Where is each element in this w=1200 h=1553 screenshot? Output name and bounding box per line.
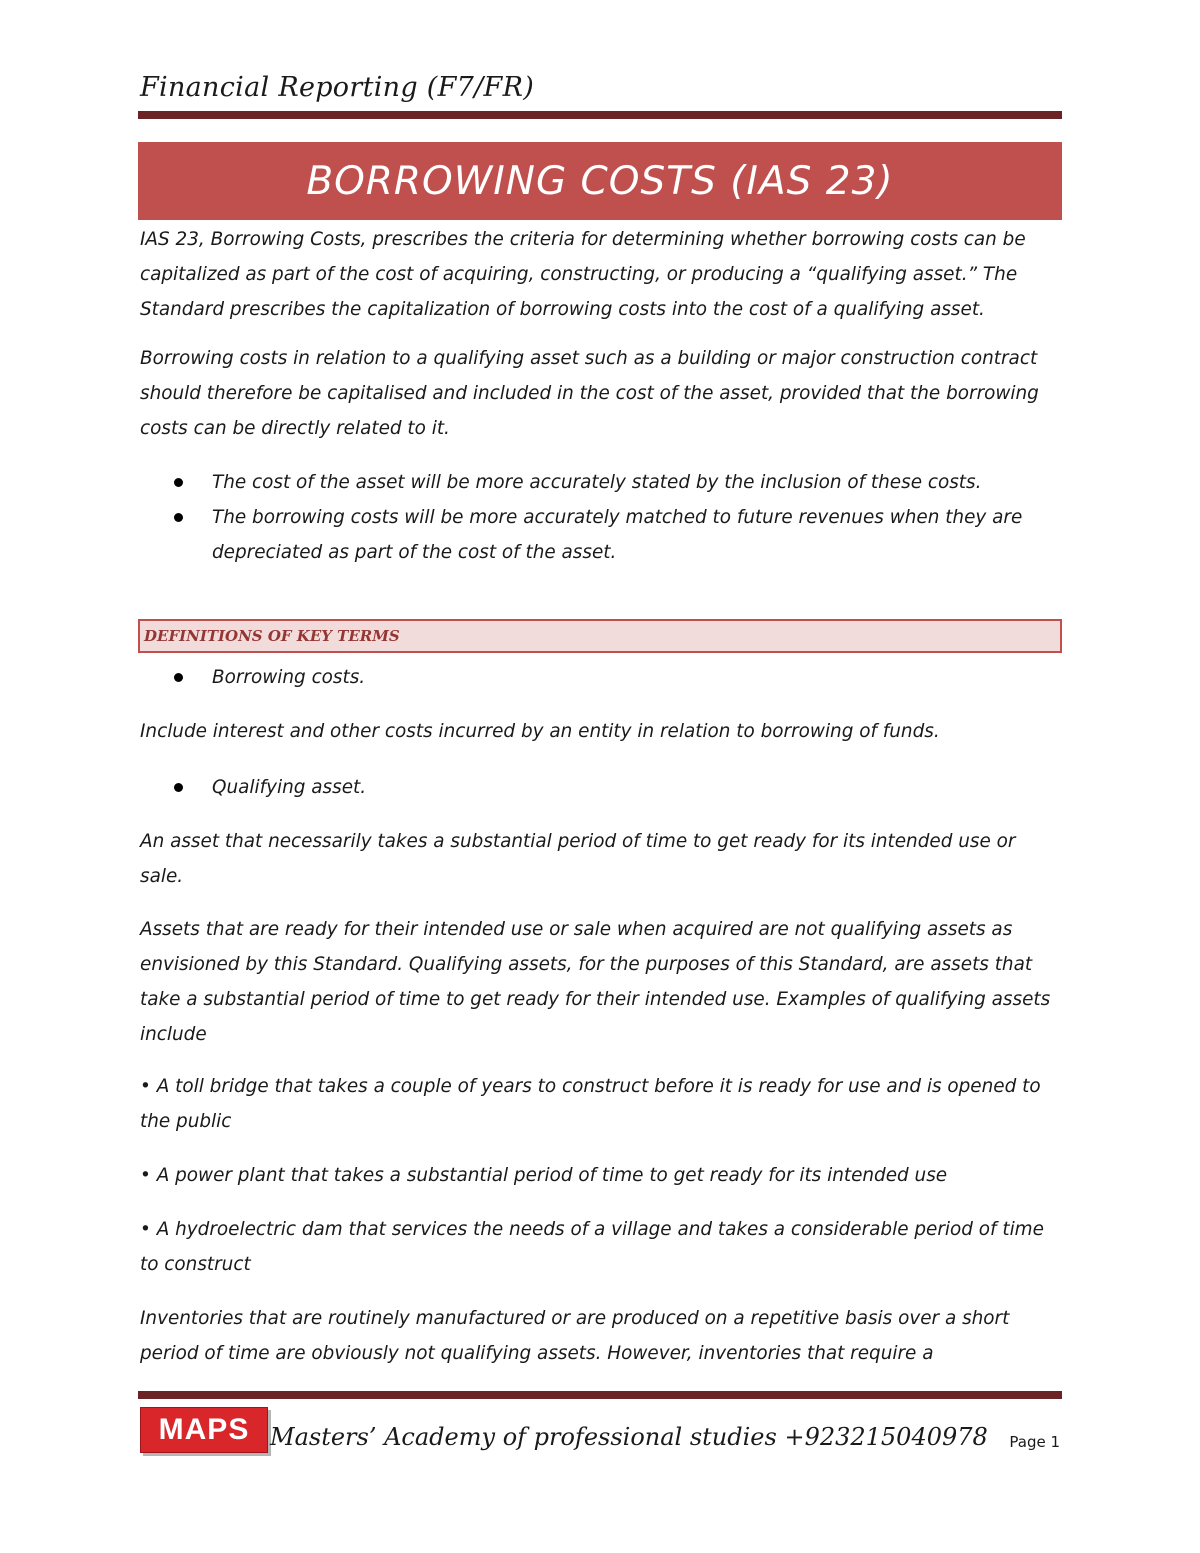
list-item [140, 660, 1060, 695]
bullet-icon [174, 783, 183, 792]
title-banner [138, 142, 1062, 220]
example-power-plant: • A power plant that takes a substantial period of time to get ready for its intended use [140, 1165, 948, 1186]
maps-logo [140, 1407, 268, 1453]
term-borrowing-costs: Borrowing costs. [212, 667, 366, 688]
bullet-icon [174, 673, 183, 682]
inventories-paragraph: Inventories that are routinely manufactured or are produced on a repetitive basis over a short period of time are obviously not qualifying assets. However, inventories that require a [140, 1308, 1010, 1364]
term-list-2 [140, 770, 1060, 805]
example-toll-bridge: • A toll bridge that takes a couple of years to construct before it is ready for use and is opened to the public [140, 1076, 1041, 1132]
list-item-text: The borrowing costs will be more accurately matched to future revenues when they are depreciated as part of the cost of the asset. [212, 507, 1023, 563]
logo-text: MAPS [158, 1413, 250, 1446]
section-heading-box [138, 619, 1062, 653]
list-item-text: The cost of the asset will be more accurately stated by the inclusion of these costs. [212, 472, 982, 493]
term2-definition: An asset that necessarily takes a substantial period of time to get ready for its intended use or sale. [140, 831, 1016, 887]
intro-paragraph-2: Borrowing costs in relation to a qualifying asset such as a building or major construction contract should therefore be capitalised and included in the cost of the asset, provided that the borrowing costs can be directly related to it. [140, 348, 1039, 439]
page-number: Page 1 [1009, 1433, 1060, 1451]
section-heading: DEFINITIONS OF KEY TERMS [144, 627, 400, 645]
term-list-1 [140, 660, 1060, 695]
intro-bullet-list [140, 465, 1060, 570]
term-qualifying-asset: Qualifying asset. [212, 777, 367, 798]
list-item [140, 770, 1060, 805]
term1-definition: Include interest and other costs incurred by an entity in relation to borrowing of funds. [140, 721, 940, 742]
example-hydroelectric-dam: • A hydroelectric dam that services the needs of a village and takes a considerable period of time to construct [140, 1219, 1044, 1275]
list-item [140, 465, 1060, 500]
running-header-title: Financial Reporting (F7/FR) [140, 72, 535, 103]
bullet-icon [174, 478, 183, 487]
page-footer [138, 1405, 1062, 1455]
intro-paragraph-1: IAS 23, Borrowing Costs, prescribes the criteria for determining whether borrowing costs can be capitalized as part of the cost of acquiring, constructing, or producing a “qualifying asset.” The Standard prescribes the capitalization of borrowing costs into the cost of a qualifying asset. [140, 229, 1026, 320]
list-item [140, 500, 1060, 570]
footer-rule [138, 1391, 1062, 1399]
page-title: BORROWING COSTS (IAS 23) [306, 158, 894, 204]
bullet-icon [174, 513, 183, 522]
academy-contact: Masters’ Academy of professional studies +923215040978 [270, 1423, 988, 1451]
header-rule [138, 111, 1062, 119]
assets-paragraph: Assets that are ready for their intended use or sale when acquired are not qualifying assets as envisioned by this Standard. Qualifying assets, for the purposes of this Standard, are assets that take a substantial period of time to get ready for their intended use. Examples of qualifying assets include [140, 919, 1051, 1045]
